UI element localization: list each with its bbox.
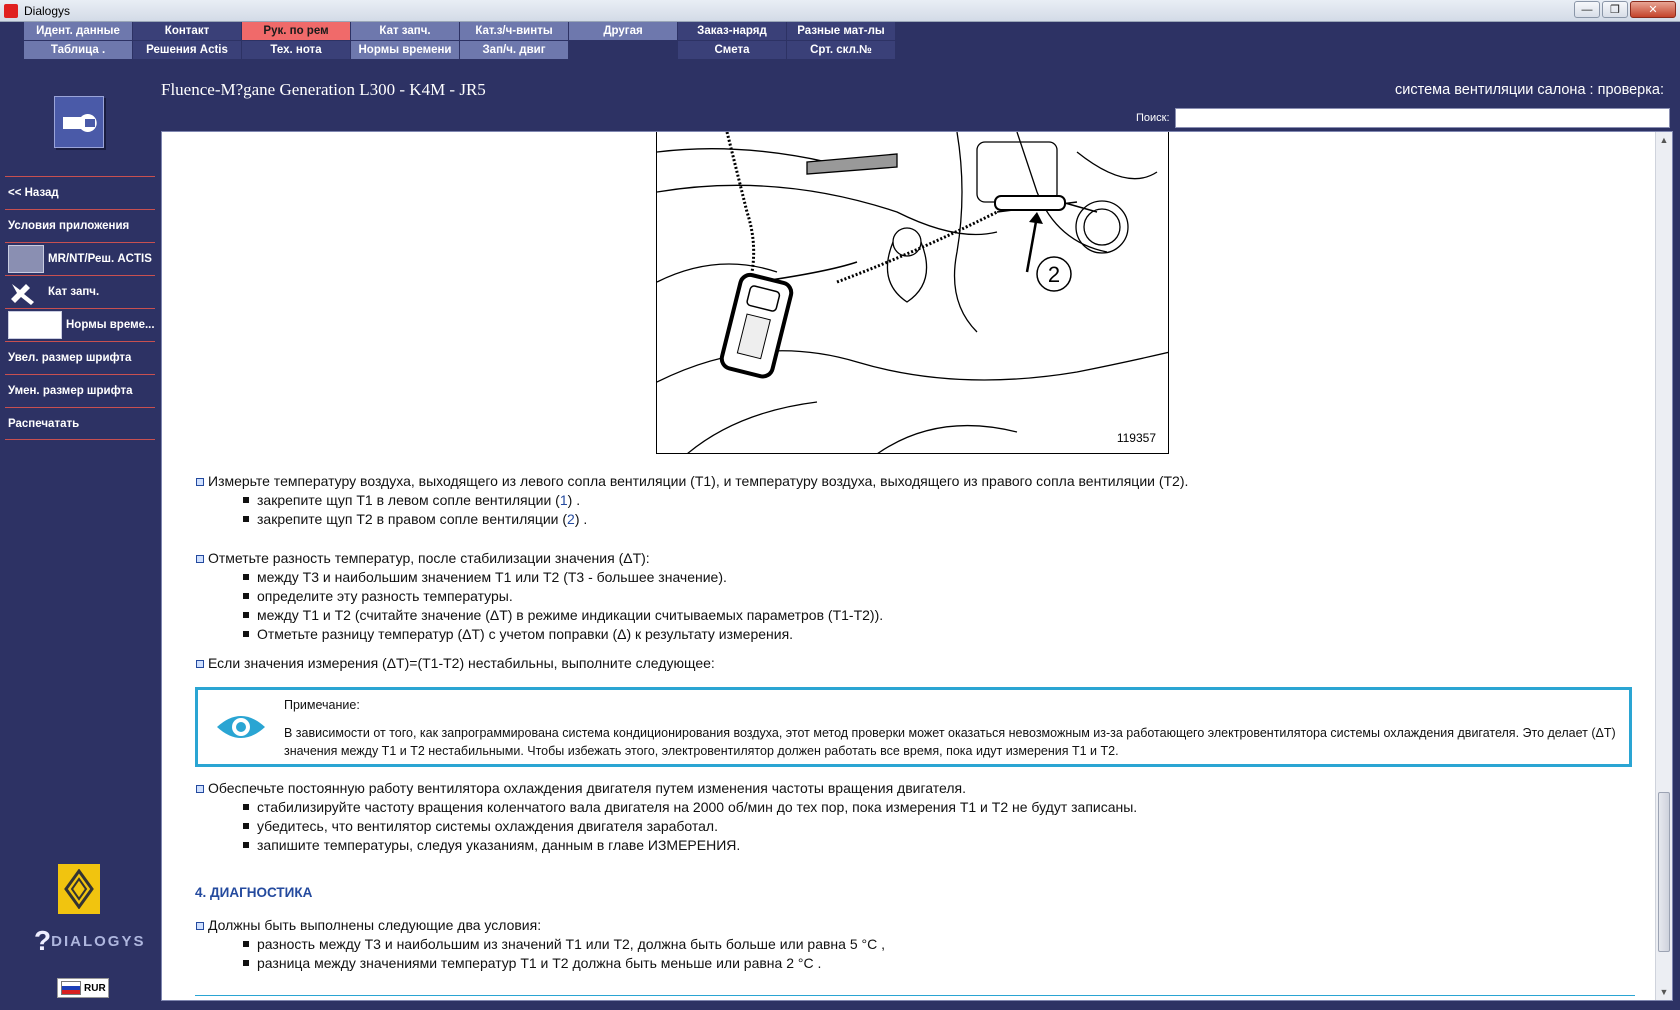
substep-probe-t1: закрепите щуп T1 в левом сопле вентиляции (1) . (195, 491, 1635, 510)
menu-work-order[interactable]: Заказ-наряд (678, 22, 786, 40)
ref-1-link[interactable]: 1 (559, 492, 568, 508)
menu-empty-slot (569, 41, 677, 59)
step-conditions: Должны быть выполнены следующие два условия: (195, 916, 1635, 935)
close-icon[interactable]: ✕ (1630, 1, 1676, 18)
substep-fan-1: стабилизируйте частоту вращения коленчатого вала двигателя на 2000 об/мин до тех пор, пока измерения T1 и T2 не будут записаны. (195, 798, 1635, 817)
sidebar-item-print[interactable]: Распечатать (5, 407, 155, 440)
menu-tech-note[interactable]: Тех. нота (242, 41, 350, 59)
search-label: Поиск: (1136, 112, 1170, 124)
sidebar (5, 176, 155, 440)
content-panel (161, 131, 1673, 1001)
wrench-logo-icon (54, 96, 104, 148)
substep-diff-3: между T1 и T2 (считайте значение (ΔT) в режиме индикации считываемых параметров (T1-T2)). (195, 606, 1635, 625)
russia-flag-icon (61, 981, 81, 995)
menu-row-1 (24, 22, 896, 40)
menu-misc-materials[interactable]: Разные мат-лы (787, 22, 895, 40)
sidebar-item-actis[interactable] (5, 242, 155, 275)
substep-diff-2: определите эту разность температуры. (195, 587, 1635, 606)
vehicle-title: Fluence-M?gane Generation L300 - K4M - JR5 (161, 80, 486, 99)
section-diagnostics: 4. ДИАГНОСТИКА (195, 885, 313, 900)
vent-probe-illustration (657, 132, 1169, 454)
note-title: Примечание: (284, 698, 360, 712)
sidebar-item-font-smaller[interactable]: Умен. размер шрифта (5, 374, 155, 407)
menu-engine-parts[interactable]: Зап/ч. двиг (460, 41, 568, 59)
menu-actis-solutions[interactable]: Решения Actis (133, 41, 241, 59)
renault-logo-icon (58, 864, 100, 914)
note-box (195, 687, 1632, 767)
vertical-scrollbar[interactable] (1655, 132, 1672, 1000)
menu-repair-manual[interactable]: Рук. по рем (242, 22, 350, 40)
sidebar-item-parts-label: Кат запч. (48, 286, 100, 298)
window-controls (1574, 1, 1676, 18)
top-menu (24, 22, 896, 60)
menu-parts-screws[interactable]: Кат.з/ч-винты (460, 22, 568, 40)
step-measure: Измерьте температуру воздуха, выходящего из левого сопла вентиляции (T1), и температуру воздуха, выходящего из правого сопла вентиляции (T2). (195, 472, 1635, 491)
menu-ident-data[interactable]: Идент. данные (24, 22, 132, 40)
menu-other[interactable]: Другая (569, 22, 677, 40)
sidebar-item-parts[interactable] (5, 275, 155, 308)
currency-button[interactable] (57, 978, 109, 998)
topic-title: система вентиляции салона : проверка: (1395, 82, 1664, 98)
dialogys-brand-text: DIALOGYS (51, 933, 146, 950)
menu-contact[interactable]: Контакт (133, 22, 241, 40)
step-fan: Обеспечьте постоянную работу вентилятора охлаждения двигателя путем изменения частоты вращения двигателя. (195, 779, 1635, 798)
currency-label: RUR (84, 982, 106, 994)
actis-icon (8, 245, 44, 273)
sidebar-item-actis-label: MR/NT/Реш. ACTIS (48, 253, 152, 265)
substep-diff-1: между T3 и наибольшим значением T1 или T2 (T3 - большее значение). (195, 568, 1635, 587)
substep-fan-2: убедитесь, что вентилятор системы охлаждения двигателя заработал. (195, 817, 1635, 836)
sidebar-item-font-larger[interactable]: Увел. размер шрифта (5, 341, 155, 374)
menu-table[interactable]: Таблица . (24, 41, 132, 59)
scroll-up-icon[interactable]: ▲ (1659, 135, 1669, 145)
sidebar-item-labour[interactable] (5, 308, 155, 341)
procedure-text (195, 472, 1635, 973)
title-bar (0, 0, 1680, 22)
labour-time-icon (8, 311, 62, 339)
substep-cond-1: разность между T3 и наибольшим из значений T1 или T2, должна быть больше или равна 5 °C , (195, 935, 1635, 954)
sidebar-item-back[interactable]: << Назад (5, 176, 155, 209)
eye-icon (198, 690, 284, 764)
sidebar-item-labour-label: Нормы време... (66, 319, 155, 331)
substep-probe-t2: закрепите щуп T2 в правом сопле вентиляции (2) . (195, 510, 1635, 529)
minimize-icon[interactable]: — (1574, 1, 1600, 18)
menu-parts-catalog[interactable]: Кат запч. (351, 22, 459, 40)
figure-number: 119357 (1116, 431, 1156, 445)
bottom-divider (195, 995, 1635, 996)
dialogys-brand (34, 925, 145, 957)
figure-callout: 2 (1047, 262, 1061, 287)
scroll-down-icon[interactable]: ▼ (1659, 987, 1669, 997)
parts-icon (8, 278, 44, 306)
window-title: Dialogys (24, 3, 71, 18)
ref-2-link[interactable]: 2 (567, 511, 575, 527)
menu-labour-times[interactable]: Нормы времени (351, 41, 459, 59)
substep-cond-2: разница между значениями температур T1 и T2 должна быть меньше или равна 2 °C . (195, 954, 1635, 973)
step-difference: Отметьте разность температур, после стабилизации значения (ΔT): (195, 549, 1635, 568)
scroll-thumb[interactable] (1658, 792, 1670, 952)
app-icon (4, 4, 18, 18)
step-unstable: Если значения измерения (ΔT)=(T1-T2) нестабильны, выполните следующее: (195, 654, 1635, 673)
search-input[interactable] (1175, 108, 1670, 128)
note-text: В зависимости от того, как запрограммирована система кондиционирования воздуха, этот метод проверки может оказаться невозможным из-за работающего электровентилятора системы охлаждения двигателя. Это делает (ΔT) значения между T1 и T2 нестабильными. Чтобы избежать этого, электровентилятор должен работать все время, пока идут измерения T1 и T2. (284, 726, 1616, 758)
question-logo-icon: ? (34, 925, 52, 956)
menu-estimate[interactable]: Смета (678, 41, 786, 59)
maximize-icon[interactable]: ❐ (1602, 1, 1628, 18)
illustration-figure (656, 132, 1169, 454)
substep-fan-3: запишите температуры, следуя указаниям, данным в главе ИЗМЕРЕНИЯ. (195, 836, 1635, 855)
menu-stock-number[interactable]: Срт. скл.№ (787, 41, 895, 59)
substep-diff-4: Отметьте разницу температур (ΔT) с учетом поправки (Δ) к результату измерения. (195, 625, 1635, 644)
menu-row-2 (24, 41, 896, 59)
sidebar-item-conditions[interactable]: Условия приложения (5, 209, 155, 242)
